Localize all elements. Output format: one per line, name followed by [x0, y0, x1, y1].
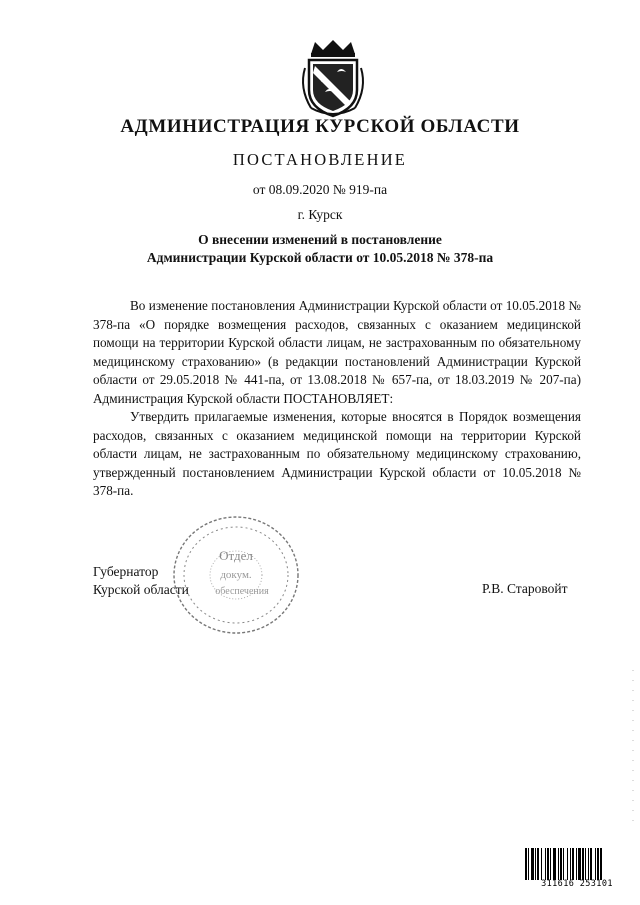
- barcode-bar: [572, 848, 574, 880]
- coat-of-arms-emblem: [297, 38, 369, 118]
- barcode-bar: [525, 848, 527, 880]
- scan-margin-marks: [630, 670, 636, 830]
- barcode-bar: [570, 848, 571, 880]
- barcode-bar: [553, 848, 556, 880]
- barcode-bar: [595, 848, 596, 880]
- signatory-position-line-2: Курской области: [93, 582, 189, 597]
- subject-line-1: О внесении изменений в постановление: [198, 232, 442, 247]
- document-subject: [0, 231, 640, 267]
- barcode-bar: [560, 848, 562, 880]
- barcode-bar: [600, 848, 602, 880]
- document-city: г. Курск: [297, 207, 343, 222]
- barcode-bar: [582, 848, 584, 880]
- barcode-bar: [528, 848, 529, 880]
- body-paragraph-1: Во изменение постановления Администрации Курской области от 10.05.2018 № 378-па «О порядке возмещения расходов, связанных с оказанием медицинской помощи на территории Курской области лицам, не застрахованным по обязательному медицинскому страхованию» (в редакции постановлений Администрации Курской области от 29.05.2018 № 441-па, от 13.08.2018 № 657-па, от 18.03.2019 № 207-па) Администрация Курской области ПОСТАНОВЛЯЕТ:: [93, 298, 581, 406]
- stamp-text-3: обеспечения: [215, 586, 269, 597]
- barcode-bar: [585, 848, 586, 880]
- document-type: ПОСТАНОВЛЕНИЕ: [232, 150, 408, 169]
- subject-line-2: Администрации Курской области от 10.05.2018 № 378-па: [146, 250, 494, 265]
- barcode-bar: [545, 848, 546, 880]
- barcode-bar: [576, 848, 577, 880]
- barcode-bar: [541, 848, 542, 880]
- organization-title: АДМИНИСТРАЦИЯ КУРСКОЙ ОБЛАСТИ: [120, 116, 520, 137]
- barcode-bar: [558, 848, 559, 880]
- signature-block: [93, 563, 189, 599]
- document-body: [93, 297, 581, 501]
- document-date-number: от 08.09.2020 № 919-па: [252, 182, 388, 197]
- stamp-text-2: докум.: [220, 569, 252, 581]
- barcode-number: 311616 253101: [541, 879, 613, 889]
- body-paragraph-2: Утвердить прилагаемые изменения, которые вносятся в Порядок возмещения расходов, связанных с оказанием медицинской помощи на территории Курской области лицам, не застрахованным по обязательному медицинскому страхованию, утвержденный постановлением Администрации Курской области от 10.05.2018 № 378-па.: [93, 409, 581, 498]
- crown-icon: [311, 40, 355, 54]
- signatory-position-line-1: Губернатор: [93, 564, 159, 579]
- barcode-bar: [597, 848, 599, 880]
- document-barcode: [525, 848, 629, 880]
- stamp-text-1: Отдел: [219, 548, 253, 563]
- barcode-bar: [537, 848, 539, 880]
- barcode-bar: [588, 848, 589, 880]
- barcode-bar: [567, 848, 568, 880]
- barcode-bar: [550, 848, 551, 880]
- barcode-bar: [535, 848, 536, 880]
- barcode-bar: [563, 848, 564, 880]
- barcode-bar: [547, 848, 549, 880]
- barcode-bar: [531, 848, 534, 880]
- signatory-name: Р.В. Старовойт: [482, 581, 568, 596]
- barcode-bar: [578, 848, 581, 880]
- barcode-bar: [590, 848, 592, 880]
